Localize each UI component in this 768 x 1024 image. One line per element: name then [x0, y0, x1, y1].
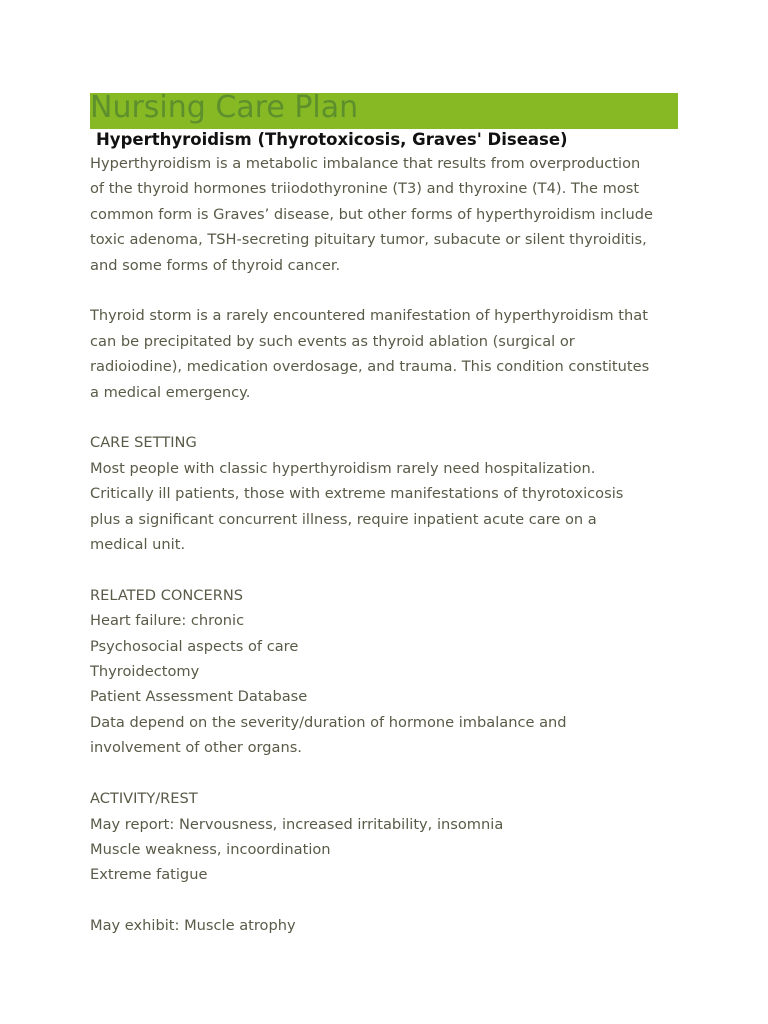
- related-concern-line: Psychosocial aspects of care: [90, 637, 299, 655]
- document-subtitle: Hyperthyroidism (Thyrotoxicosis, Graves' Disease): [96, 130, 568, 149]
- intro-line: common form is Graves’ disease, but other forms of hyperthyroidism include: [90, 205, 654, 223]
- activity-rest-section: [90, 786, 678, 938]
- section-heading: CARE SETTING: [90, 434, 197, 452]
- related-concern-line: Thyroidectomy: [90, 663, 200, 681]
- section-heading: RELATED CONCERNS: [90, 586, 244, 604]
- related-concern-line: Data depend on the severity/duration of hormone imbalance and: [90, 713, 567, 731]
- care-setting-line: Critically ill patients, those with extreme manifestations of thyrotoxicosis: [90, 485, 624, 503]
- storm-line: a medical emergency.: [90, 383, 251, 401]
- document-body: [90, 151, 678, 939]
- storm-line: can be precipitated by such events as thyroid ablation (surgical or: [90, 332, 575, 350]
- activity-line: Muscle weakness, incoordination: [90, 840, 331, 858]
- intro-line: of the thyroid hormones triiodothyronine (T3) and thyroxine (T4). The most: [90, 180, 640, 198]
- related-concern-line: Patient Assessment Database: [90, 688, 308, 706]
- intro-line: toxic adenoma, TSH-secreting pituitary tumor, subacute or silent thyroiditis,: [90, 231, 647, 249]
- care-setting-line: Most people with classic hyperthyroidism rarely need hospitalization.: [90, 459, 596, 477]
- storm-line: Thyroid storm is a rarely encountered manifestation of hyperthyroidism that: [90, 307, 648, 325]
- paragraph-gap: [90, 888, 678, 913]
- intro-line: Hyperthyroidism is a metabolic imbalance that results from overproduction: [90, 155, 641, 172]
- storm-line: radioiodine), medication overdosage, and trauma. This condition constitutes: [90, 358, 650, 376]
- related-concern-line: Heart failure: chronic: [90, 612, 245, 630]
- care-setting-section: [90, 430, 678, 557]
- section-heading: ACTIVITY/REST: [90, 790, 198, 808]
- paragraph-gap: [90, 557, 678, 582]
- thyroid-storm-paragraph: [90, 303, 678, 405]
- paragraph-gap: [90, 405, 678, 430]
- intro-paragraph: [90, 151, 678, 278]
- related-concerns-section: [90, 583, 678, 761]
- activity-exhibit-line: May exhibit: Muscle atrophy: [90, 917, 296, 935]
- related-concern-line: involvement of other organs.: [90, 739, 302, 757]
- document-page: [90, 90, 678, 939]
- title-banner: [90, 90, 678, 129]
- care-setting-line: medical unit.: [90, 536, 186, 554]
- document-title: Nursing Care Plan: [90, 90, 359, 125]
- activity-line: May report: Nervousness, increased irritability, insomnia: [90, 815, 504, 833]
- paragraph-gap: [90, 761, 678, 786]
- activity-line: Extreme fatigue: [90, 866, 208, 884]
- intro-line: and some forms of thyroid cancer.: [90, 256, 341, 274]
- paragraph-gap: [90, 278, 678, 303]
- care-setting-line: plus a significant concurrent illness, require inpatient acute care on a: [90, 510, 597, 528]
